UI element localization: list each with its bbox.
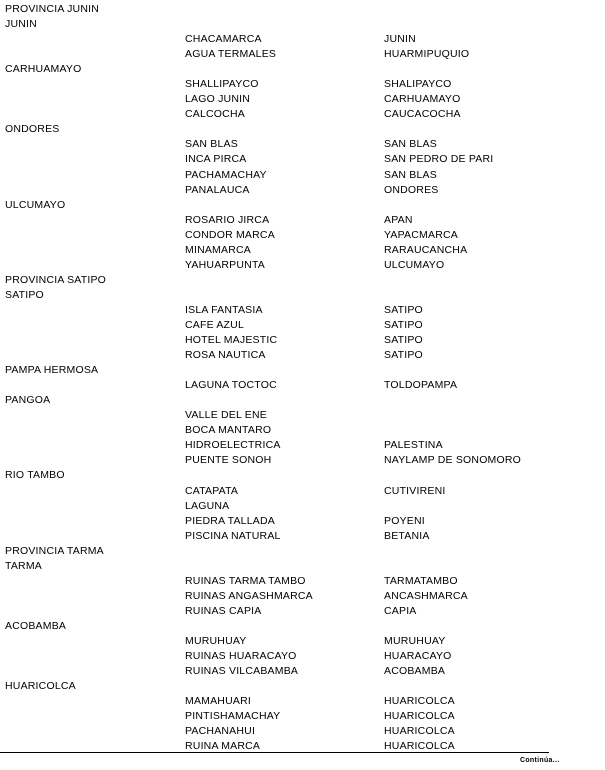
list-item [4, 243, 600, 258]
location-name: ONDORES [384, 183, 439, 196]
site-name: SHALLIPAYCO [185, 78, 259, 91]
list-item [4, 604, 600, 619]
location-name: ACOBAMBA [384, 665, 446, 678]
location-name: HUARICOLCA [384, 695, 455, 708]
section-heading: PAMPA HERMOSA [5, 364, 99, 377]
list-item [4, 709, 600, 724]
site-name: LAGO JUNIN [185, 93, 251, 106]
location-name: SAN BLAS [384, 168, 437, 181]
section-heading: PROVINCIA SATIPO [5, 273, 107, 286]
site-name: YAHUARPUNTA [185, 258, 265, 271]
list-item [4, 529, 600, 544]
site-name: RUINAS HUARACAYO [185, 650, 297, 663]
section-heading: PROVINCIA TARMA [5, 544, 104, 557]
site-name: ROSA NAUTICA [185, 349, 266, 362]
location-name: HUARICOLCA [384, 740, 455, 753]
location-name: TOLDOPAMPA [384, 379, 458, 392]
location-name: CAPIA [384, 604, 417, 617]
list-item [4, 423, 600, 438]
list-item [4, 213, 600, 228]
list-item [4, 47, 600, 62]
list-item [4, 303, 600, 318]
site-name: SAN BLAS [185, 138, 238, 151]
location-name: CARHUAMAYO [384, 93, 461, 106]
location-name: CAUCACOCHA [384, 108, 461, 121]
site-name: PANALAUCA [185, 183, 250, 196]
list-item [4, 694, 600, 709]
list-item [4, 574, 600, 589]
site-name: INCA PIRCA [185, 153, 247, 166]
location-name: HUARACAYO [384, 650, 452, 663]
location-name: SATIPO [384, 349, 423, 362]
site-name: BOCA MANTARO [185, 424, 272, 437]
list-item [4, 107, 600, 122]
location-name: HUARICOLCA [384, 710, 455, 723]
list-item [4, 724, 600, 739]
location-name: HUARMIPUQUIO [384, 48, 470, 61]
location-name: NAYLAMP DE SONOMORO [384, 454, 522, 467]
site-name: MAMAHUARI [185, 695, 251, 708]
footer-rule [0, 752, 549, 753]
site-name: PACHAMACHAY [185, 168, 267, 181]
list-item [4, 408, 600, 423]
location-name: PALESTINA [384, 439, 443, 452]
site-name: ISLA FANTASIA [185, 303, 263, 316]
list-item [4, 318, 600, 333]
section-heading: HUARICOLCA [5, 680, 76, 693]
site-name: HIDROELECTRICA [185, 439, 281, 452]
site-name: CALCOCHA [185, 108, 245, 121]
section-heading: RIO TAMBO [5, 469, 65, 482]
site-name: RUINA MARCA [185, 740, 261, 753]
location-name: SATIPO [384, 318, 423, 331]
list-item [4, 32, 600, 47]
location-name: POYENI [384, 514, 425, 527]
list-item [4, 438, 600, 453]
site-name: CHACAMARCA [185, 33, 262, 46]
list-item [4, 137, 600, 152]
list-item [4, 664, 600, 679]
site-name: PINTISHAMACHAY [185, 710, 281, 723]
location-name: RARAUCANCHA [384, 243, 468, 256]
list-item [4, 168, 600, 183]
site-name: HOTEL MAJESTIC [185, 334, 278, 347]
location-name: BETANIA [384, 529, 430, 542]
location-name: SAN PEDRO DE PARI [384, 153, 494, 166]
site-name: CAFE AZUL [185, 318, 244, 331]
list-item [4, 514, 600, 529]
section-heading: JUNIN [5, 18, 37, 31]
site-name: RUINAS VILCABAMBA [185, 665, 299, 678]
site-name: PISCINA NATURAL [185, 529, 281, 542]
list-item [4, 228, 600, 243]
section-heading: SATIPO [5, 288, 44, 301]
location-name: HUARICOLCA [384, 725, 455, 738]
list-item [4, 484, 600, 499]
site-name: RUINAS CAPIA [185, 604, 262, 617]
site-name: LAGUNA TOCTOC [185, 379, 277, 392]
site-name: AGUA TERMALES [185, 48, 277, 61]
site-name: CONDOR MARCA [185, 228, 275, 241]
section-heading: ULCUMAYO [5, 198, 66, 211]
section-heading: ACOBAMBA [5, 619, 67, 632]
continues-note: Continúa... [520, 757, 560, 764]
list-item [4, 183, 600, 198]
section-heading: PANGOA [5, 394, 51, 407]
list-item [4, 348, 600, 363]
location-name: ANCASHMARCA [384, 589, 468, 602]
site-name: LAGUNA [185, 499, 230, 512]
section-heading: PROVINCIA JUNIN [5, 3, 100, 15]
site-name: RUINAS ANGASHMARCA [185, 589, 313, 602]
location-name: SATIPO [384, 334, 423, 347]
list-item [4, 453, 600, 468]
site-name: PACHANAHUI [185, 725, 256, 738]
list-item [4, 378, 600, 393]
location-name: APAN [384, 213, 413, 226]
list-item [4, 634, 600, 649]
list-item [4, 499, 600, 514]
site-name: VALLE DEL ENE [185, 409, 267, 422]
document-listing [4, 2, 600, 754]
location-name: SHALIPAYCO [384, 78, 452, 91]
site-name: CATAPATA [185, 484, 239, 497]
location-name: TARMATAMBO [384, 574, 458, 587]
location-name: CUTIVIRENI [384, 484, 446, 497]
site-name: PIEDRA TALLADA [185, 514, 275, 527]
list-item [4, 152, 600, 167]
section-heading: ONDORES [5, 123, 60, 136]
list-item [4, 589, 600, 604]
section-heading: TARMA [5, 559, 42, 572]
list-item [4, 258, 600, 273]
site-name: RUINAS TARMA TAMBO [185, 574, 306, 587]
site-name: PUENTE SONOH [185, 454, 272, 467]
list-item [4, 77, 600, 92]
location-name: SAN BLAS [384, 138, 437, 151]
location-name: ULCUMAYO [384, 258, 445, 271]
list-item [4, 649, 600, 664]
site-name: ROSARIO JIRCA [185, 213, 270, 226]
list-item [4, 333, 600, 348]
location-name: MURUHUAY [384, 634, 446, 647]
location-name: JUNIN [384, 33, 416, 46]
location-name: YAPACMARCA [384, 228, 458, 241]
list-item [4, 92, 600, 107]
site-name: MINAMARCA [185, 243, 251, 256]
section-heading: CARHUAMAYO [5, 63, 82, 76]
site-name: MURUHUAY [185, 634, 247, 647]
location-name: SATIPO [384, 303, 423, 316]
